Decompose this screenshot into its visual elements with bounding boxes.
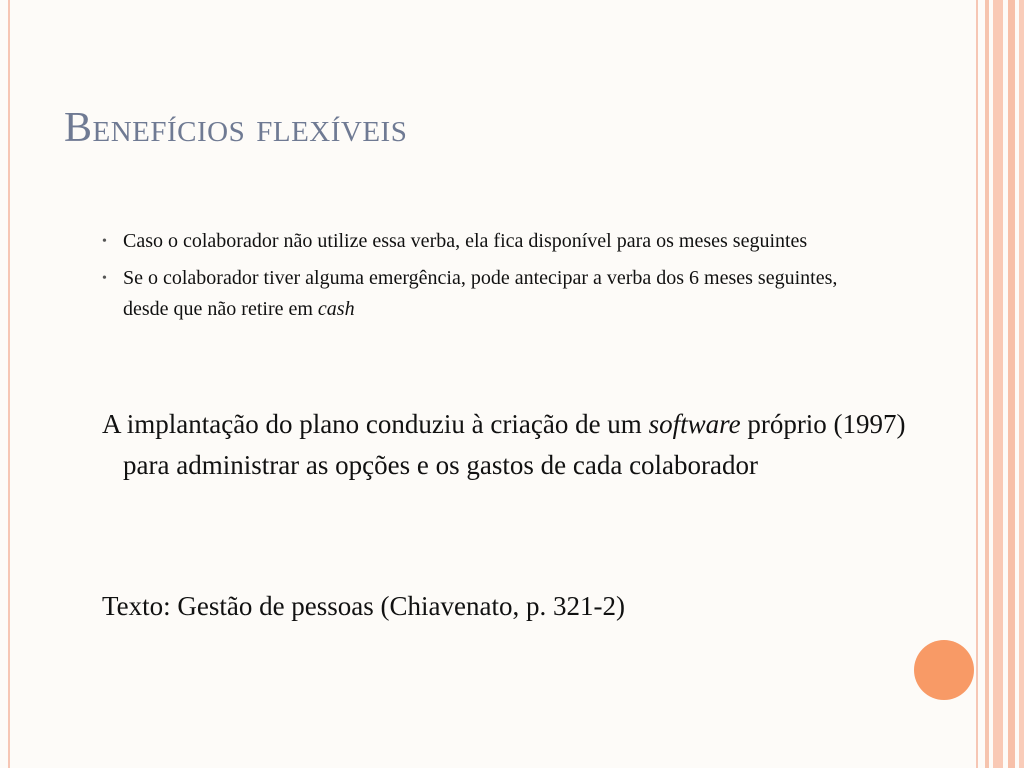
paragraph-reference: Texto: Gestão de pessoas (Chiavenato, p. 321-2)	[102, 591, 625, 621]
decorative-stripe	[1008, 0, 1015, 768]
bullet-item	[102, 263, 862, 325]
bullet-italic-word: cash	[317, 298, 355, 320]
bullet-text: Caso o colaborador não utilize essa verba, ela fica disponível para os meses seguintes	[123, 230, 808, 252]
paragraph-text: A implantação do plano conduziu à criação de um	[102, 409, 649, 439]
paragraph-implantacao	[102, 404, 923, 486]
bullet-list	[102, 226, 862, 331]
bullet-icon: •	[102, 271, 107, 286]
paragraph-text: próprio (1997) para administrar as opções e os gastos de cada colaborador	[123, 409, 906, 480]
decorative-circle	[914, 640, 974, 700]
bullet-item	[102, 226, 862, 257]
bullet-icon: •	[102, 234, 107, 249]
slide-title: Benefícios flexíveis	[64, 105, 408, 151]
decorative-stripe	[985, 0, 989, 768]
decorative-stripe	[1019, 0, 1024, 768]
decorative-stripe	[993, 0, 1003, 768]
bullet-text: Se o colaborador tiver alguma emergência, pode antecipar a verba dos 6 meses seguintes, desde que não retire em	[123, 267, 838, 320]
paragraph-italic-word: software	[648, 409, 741, 439]
